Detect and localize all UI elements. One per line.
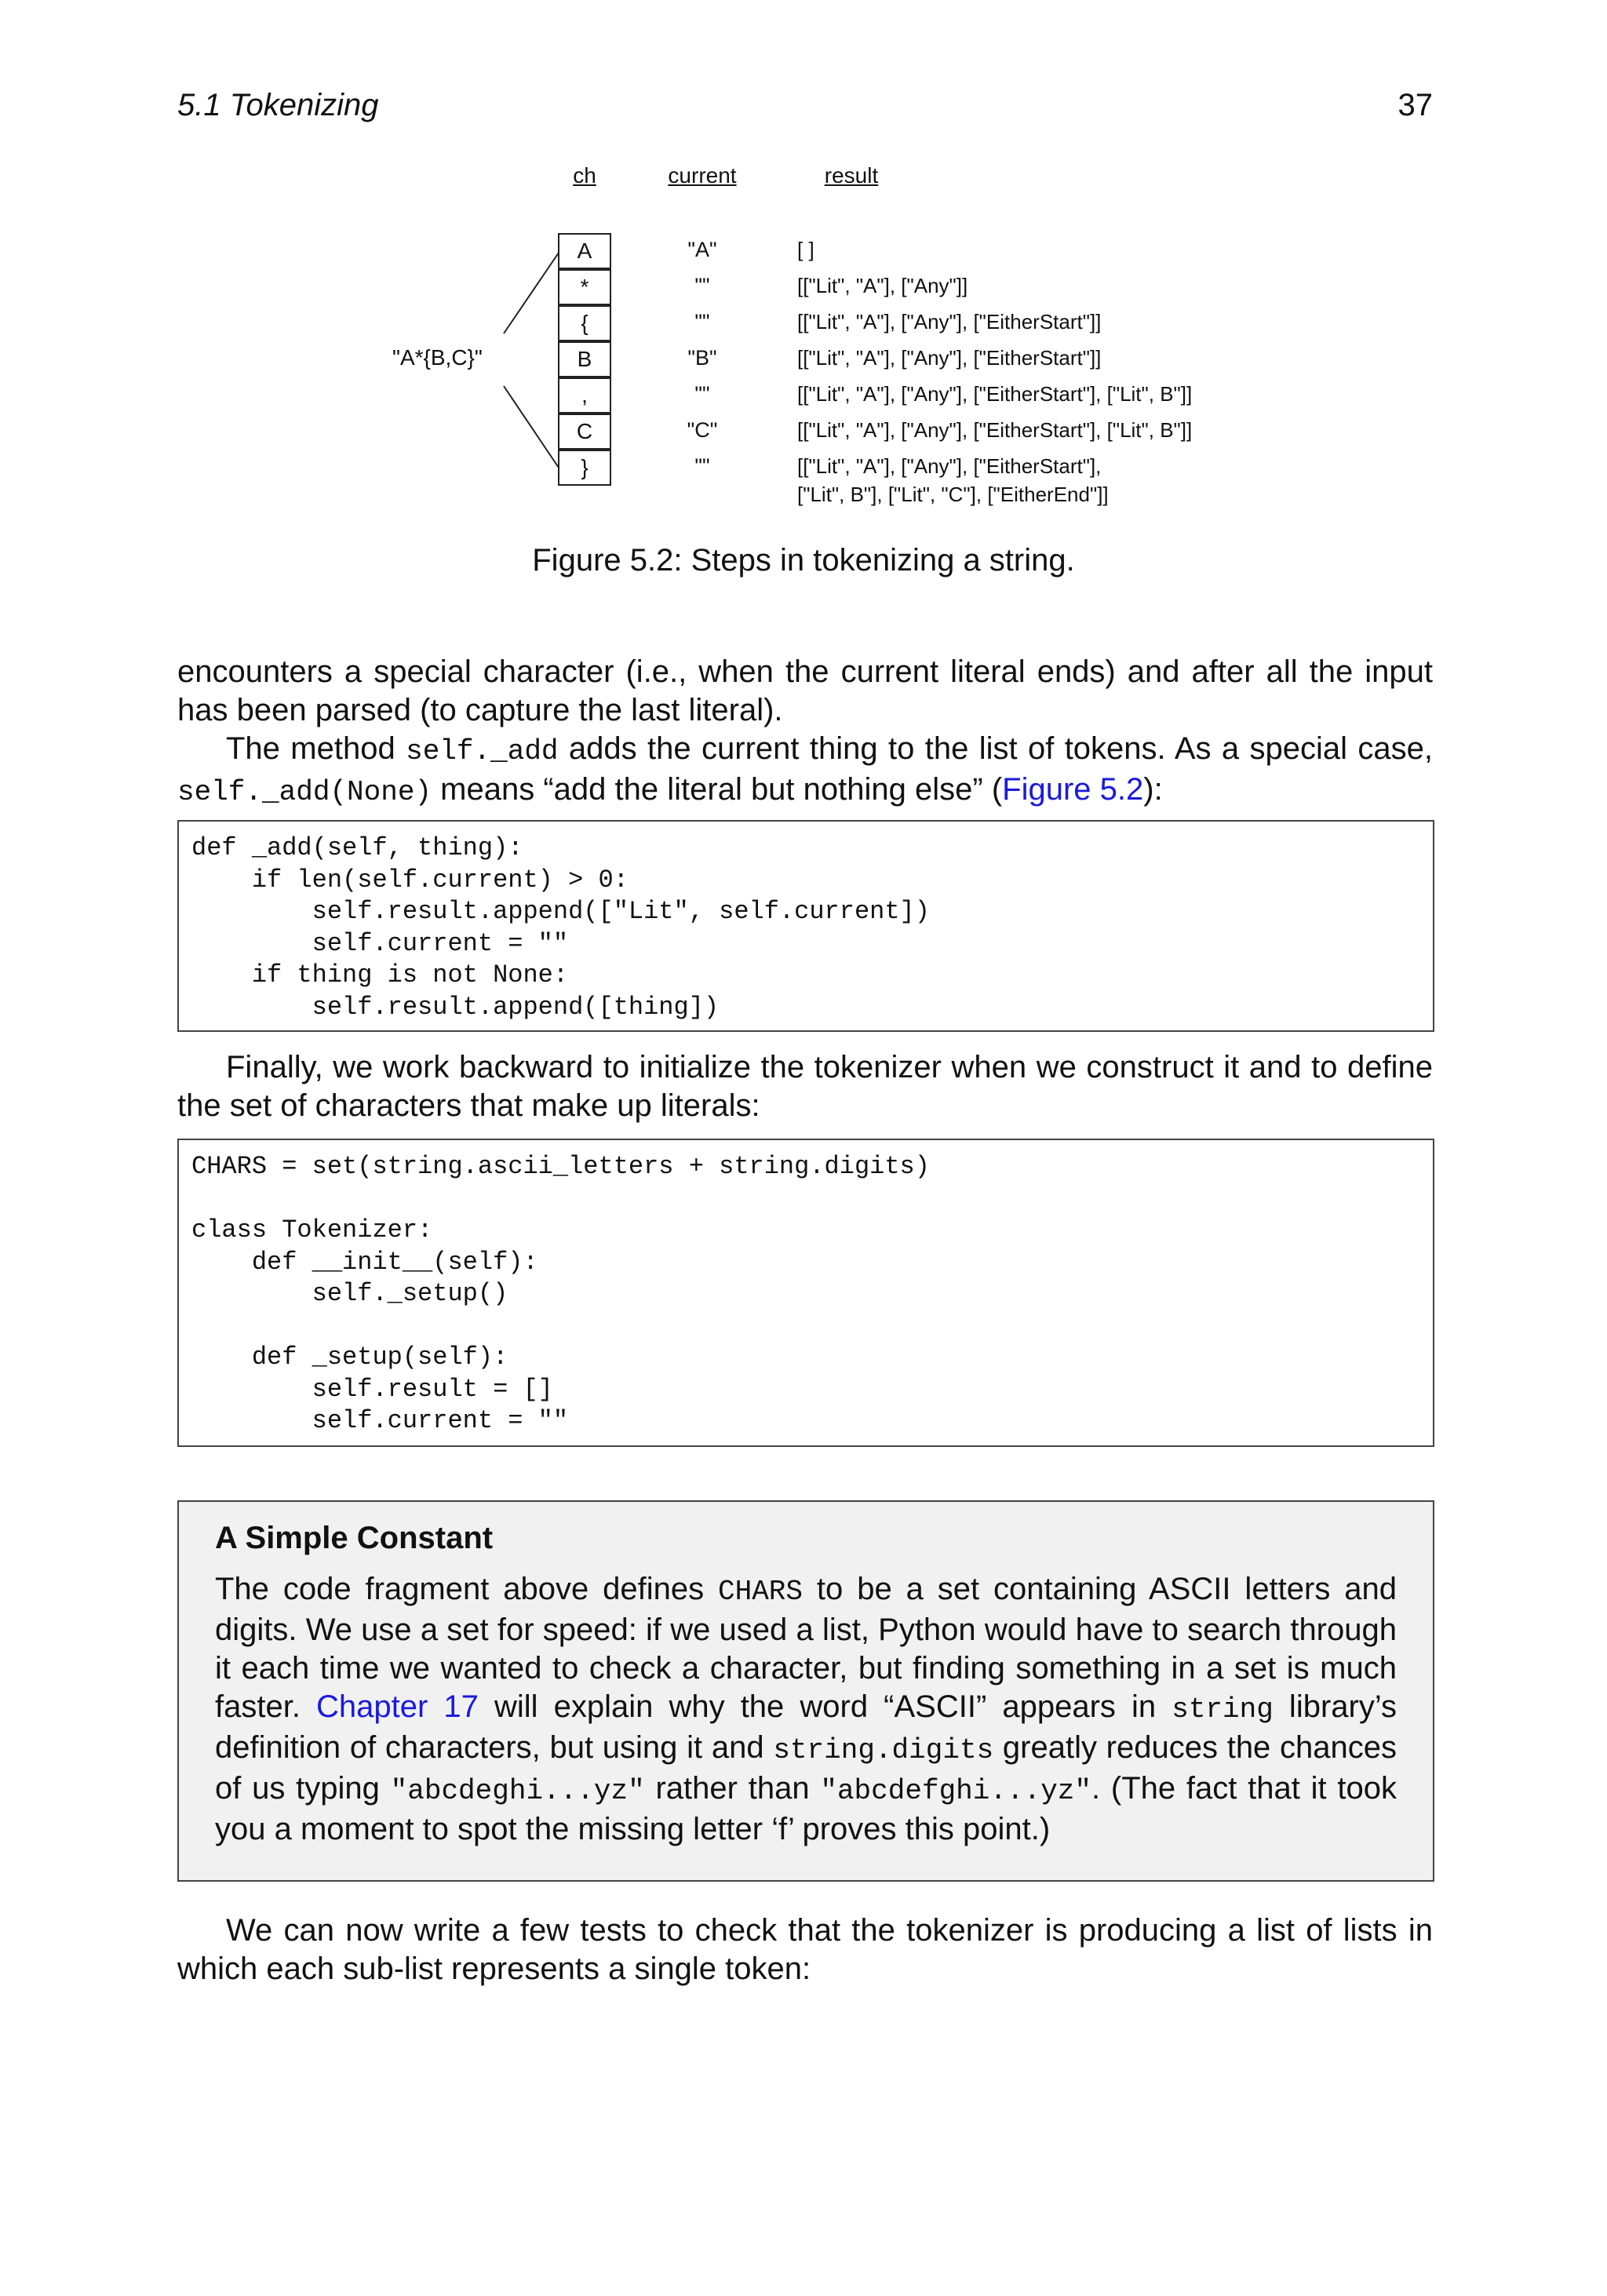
result-value: [["Lit", "A"], ["Any"]] [797, 274, 968, 297]
current-value: "A" [687, 238, 717, 261]
text: adds the current thing to the list of tokens. As a special case, [558, 731, 1433, 766]
code-listing: def _add(self, thing): if len(self.current) > 0: self.result.append(["Lit", self.current]) self.current = "" if thing is not None: self.result.append([thing]) [191, 833, 930, 1022]
text: means “add the literal but nothing else” ( [432, 772, 1003, 807]
inline-code: self._add [406, 735, 559, 767]
current-value: "" [694, 310, 710, 333]
paragraph-tests: We can now write a few tests to check that the tokenizer is producing a list of lists in which each sub-list represents a single token: [177, 1913, 1433, 1986]
code-listing: CHARS = set(string.ascii_letters + string.digits) class Tokenizer: def __init__(self): self._setup() def _setup(self): self.result = [] self.current = "" [191, 1152, 930, 1435]
char-cell: C [558, 414, 611, 450]
paragraph-add-method [177, 730, 1433, 811]
result-value: ["Lit", B"], ["Lit", "C"], ["EitherEnd"]] [797, 483, 1109, 506]
inline-code: string.digits [773, 1734, 994, 1766]
char-cell: * [558, 269, 611, 305]
char-cell: B [558, 341, 611, 377]
code-block-add-method [177, 820, 1434, 1032]
char-cell: A [558, 233, 611, 269]
page-number: 37 [1397, 88, 1433, 122]
result-value: [["Lit", "A"], ["Any"], ["EitherStart"], [797, 454, 1102, 478]
inline-code: string [1172, 1693, 1274, 1726]
chapter-link[interactable]: Chapter 17 [316, 1689, 479, 1724]
input-string-label: "A*{B,C}" [392, 345, 483, 370]
sidebar-title: A Simple Constant [215, 1521, 494, 1555]
code-block-tokenizer-class [177, 1139, 1434, 1447]
figure-caption: Figure 5.2: Steps in tokenizing a string. [532, 543, 1075, 578]
inline-code: "abcdeghi...yz" [390, 1775, 645, 1807]
char-cell: } [558, 450, 611, 486]
current-value: "C" [687, 418, 718, 442]
result-value: [ ] [797, 238, 814, 261]
inline-code: CHARS [718, 1576, 804, 1608]
connector-line-top [504, 253, 559, 333]
result-value: [["Lit", "A"], ["Any"], ["EitherStart"]] [797, 346, 1102, 370]
column-header-result: result [824, 163, 879, 188]
inline-code: self._add(None) [177, 776, 432, 808]
text: greatly reduces the chances of us typing [215, 1730, 1397, 1806]
current-value: "" [694, 382, 710, 406]
text: ): [1143, 772, 1163, 807]
char-cell: { [558, 305, 611, 341]
running-header-section: 5.1 Tokenizing [177, 88, 379, 122]
figure-link[interactable]: Figure 5.2 [1002, 772, 1144, 807]
text: The method [226, 731, 406, 766]
text: . (The fact that it took you a moment to spot the missing letter ‘f’ proves this point.) [215, 1771, 1397, 1846]
inline-code: "abcdefghi...yz" [820, 1775, 1091, 1807]
text: to be a set containing ASCII letters and digits. We use a set for speed: if we used a list, Python would have to search through it each time we wanted to check a character, but finding something in a set is much faster. [215, 1572, 1397, 1724]
current-value: "B" [687, 346, 717, 370]
paragraph-initialize: Finally, we work backward to initialize the tokenizer when we construct it and to define the set of characters that make up literals: [177, 1050, 1433, 1123]
sidebar-body [215, 1570, 1397, 1849]
text: rather than [644, 1771, 821, 1806]
char-cell: , [558, 377, 611, 414]
current-value: "" [694, 454, 710, 478]
text: The code fragment above defines [215, 1572, 718, 1606]
result-value: [["Lit", "A"], ["Any"], ["EitherStart"], ["Lit", B"]] [797, 382, 1193, 406]
result-value: [["Lit", "A"], ["Any"], ["EitherStart"]] [797, 310, 1102, 333]
text: will explain why the word “ASCII” appears in [478, 1689, 1172, 1724]
current-value: "" [694, 274, 710, 297]
text: library’s definition of characters, but using it and [215, 1689, 1397, 1765]
result-value: [["Lit", "A"], ["Any"], ["EitherStart"], ["Lit", B"]] [797, 418, 1193, 442]
paragraph-continuation: encounters a special character (i.e., when the current literal ends) and after all the input has been parsed (to capture the last literal). [177, 654, 1433, 727]
column-header-current: current [668, 163, 737, 188]
column-header-ch: ch [573, 163, 596, 188]
connector-line-bottom [504, 386, 559, 468]
sidebar-box [177, 1500, 1434, 1882]
